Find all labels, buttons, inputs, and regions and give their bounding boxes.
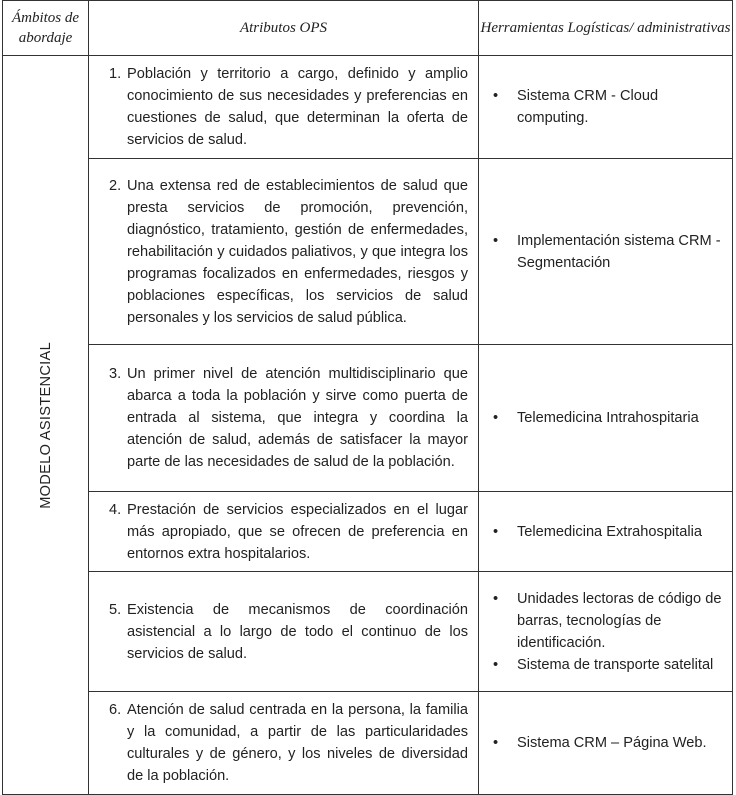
tool-text: Telemedicina Extrahospitalia	[517, 523, 702, 540]
header-attributes: Atributos OPS	[89, 1, 479, 56]
attribute-cell	[89, 159, 479, 345]
tool-item	[493, 521, 722, 543]
tool-item	[493, 654, 722, 676]
attributes-table	[2, 0, 733, 795]
tool-text: Unidades lectoras de código de barras, tecnologías de identificación.	[517, 590, 722, 651]
tools-cell	[479, 56, 733, 159]
attribute-number: 3.	[109, 366, 122, 382]
tool-item	[493, 732, 722, 754]
attribute-cell	[89, 345, 479, 492]
attribute-number: 5.	[109, 601, 122, 618]
tool-item	[493, 230, 722, 274]
tools-cell	[479, 159, 733, 345]
attribute-number: 1.	[109, 66, 122, 82]
bullet-icon: •	[493, 523, 499, 540]
attribute-text: Atención de salud centrada en la persona, la familia y la comunidad, a partir de las particularidades culturales y de género, y los niveles de diversidad de la población.	[127, 702, 468, 784]
bullet-icon: •	[493, 88, 499, 104]
attribute-text: Población y territorio a cargo, definido y amplio conocimiento de sus necesidades y preferencias en cuestiones de salud, que determinan la oferta de servicios de salud.	[127, 66, 468, 148]
scope-cell	[3, 56, 89, 795]
table-row	[3, 159, 733, 345]
attribute-cell	[89, 56, 479, 159]
tools-cell	[479, 692, 733, 795]
tool-item	[493, 85, 722, 129]
attribute-cell	[89, 572, 479, 692]
tool-text: Telemedicina Intrahospitaria	[517, 410, 699, 426]
attribute-text: Un primer nivel de atención multidisciplinario que abarca a toda la población y sirve como puerta de entrada al sistema, que integra y coordina la atención de salud, además de satisfacer la mayor parte de las necesidades de salud de la población.	[127, 366, 468, 470]
tool-text: Sistema de transporte satelital	[517, 656, 714, 673]
attribute-cell	[89, 492, 479, 572]
tool-item	[493, 407, 722, 429]
bullet-icon: •	[493, 656, 499, 673]
attribute-text: Existencia de mecanismos de coordinación asistencial a lo largo de todo el continuo de los servicios de salud.	[127, 601, 468, 662]
tool-text: Implementación sistema CRM - Segmentación	[517, 232, 721, 271]
table-row	[3, 572, 733, 692]
header-scope: Ámbitos de abordaje	[3, 1, 89, 56]
scope-label: MODELO ASISTENCIAL	[37, 341, 54, 509]
bullet-icon: •	[493, 735, 499, 751]
tool-text: Sistema CRM - Cloud computing.	[517, 88, 659, 126]
tools-cell	[479, 345, 733, 492]
table-row	[3, 56, 733, 159]
table-row	[3, 345, 733, 492]
table-row	[3, 492, 733, 572]
tool-text: Sistema CRM – Página Web.	[517, 735, 707, 751]
attribute-number: 6.	[109, 702, 122, 718]
bullet-icon: •	[493, 590, 499, 607]
tools-cell	[479, 572, 733, 692]
bullet-icon: •	[493, 410, 499, 426]
attribute-number: 4.	[109, 501, 122, 518]
header-tools: Herramientas Logísticas/ administrativas	[479, 1, 733, 56]
attribute-number: 2.	[109, 177, 122, 194]
header-row	[3, 1, 733, 56]
tool-item	[493, 588, 722, 654]
attribute-text: Prestación de servicios especializados en el lugar más apropiado, que se ofrecen de preferencia en entornos extra hospitalarios.	[127, 501, 468, 562]
attribute-text: Una extensa red de establecimientos de salud que presta servicios de promoción, prevención, diagnóstico, tratamiento, gestión de enfermedades, rehabilitación y cuidados paliativos, y que integra los programas focalizados en enfermedades, riesgos y poblaciones específicas, los servicios de salud personales y los servicios de salud pública.	[127, 177, 468, 326]
tools-cell	[479, 492, 733, 572]
attribute-cell	[89, 692, 479, 795]
table-row	[3, 692, 733, 795]
bullet-icon: •	[493, 232, 499, 249]
